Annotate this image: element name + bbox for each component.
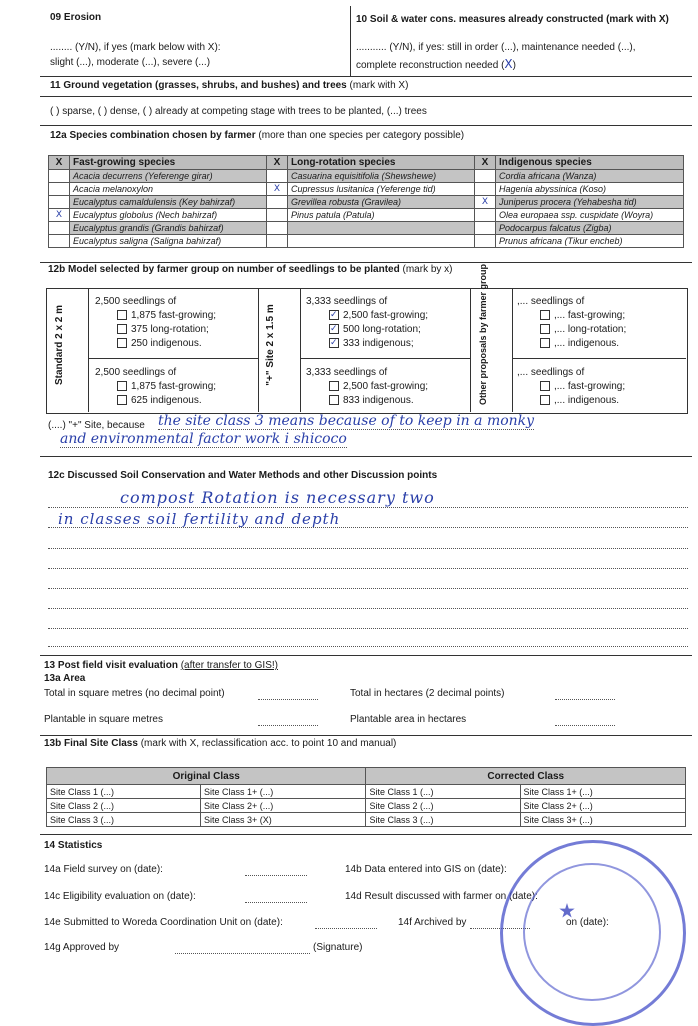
fast-header: Fast-growing species [70,156,267,170]
signature-field[interactable] [175,953,310,954]
species-mark[interactable] [267,222,288,235]
s13a-title: 13a Area [44,673,86,684]
site-class-cell[interactable]: Site Class 3 (...) [366,813,520,827]
species-mark[interactable] [475,170,496,183]
site-class-cell[interactable]: Site Class 2+ (...) [201,799,366,813]
species-mark[interactable] [267,235,288,248]
stat-label: 14f Archived by [398,917,467,928]
model-a-opt[interactable]: 375 long-rotation; [117,324,209,335]
because-handwriting[interactable]: and environmental factor work i shicoco [60,431,347,447]
s09-title: 09 Erosion [50,12,102,23]
species-fast: Eucalyptus grandis (Grandis bahirzaf) [70,222,267,235]
stat-field[interactable] [245,902,307,903]
model-e-title: ,... seedlings of [517,296,585,307]
site-class-cell[interactable]: Site Class 1+ (...) [520,785,685,799]
stat-field[interactable] [245,875,307,876]
s10-line1: ........... (Y/N), if yes: still in order (...), maintenance needed (...), [356,42,636,53]
species-row [49,196,684,209]
stat-label: 14b Data entered into GIS on (date): [345,864,507,875]
site-class-cell[interactable]: Site Class 3 (...) [47,813,201,827]
species-indig: Cordia africana (Wanza) [496,170,684,183]
site-class-cell[interactable]: Site Class 2 (...) [366,799,520,813]
model-d-title: 3,333 seedlings of [306,367,388,378]
area-field[interactable] [258,725,318,726]
species-row [49,170,684,183]
s09-line2: slight (...), moderate (...), severe (...) [50,57,211,68]
standard-label: Standard 2 x 2 m [54,304,65,386]
species-mark[interactable] [49,196,70,209]
species-mark[interactable] [49,170,70,183]
stat-label: 14g Approved by [44,942,120,953]
discussion-handwriting[interactable]: compost Rotation is necessary two [120,488,435,507]
area-label: Total in square metres (no decimal point) [44,688,225,699]
model-c-title: 3,333 seedlings of [306,296,388,307]
species-mark[interactable]: X [49,209,70,222]
site-class-cell[interactable]: Site Class 1+ (...) [201,785,366,799]
table-row [47,813,686,827]
species-mark[interactable]: X [475,196,496,209]
species-fast: Acacia decurrens (Yeferenge girar) [70,170,267,183]
s13-title: 13 Post field visit evaluation (after transfer to GIS!) [44,660,278,671]
x-header: X [267,156,288,170]
area-label: Plantable area in hectares [350,714,467,725]
s11-title: 11 Ground vegetation (grasses, shrubs, and bushes) and trees (mark with X) [50,80,409,91]
site-class-cell[interactable]: Site Class 1 (...) [366,785,520,799]
because-handwriting[interactable]: the site class 3 means because of to keep in a monky [158,413,535,429]
area-field[interactable] [555,699,615,700]
s10-title: 10 Soil & water cons. measures already constructed (mark with X) [356,14,669,25]
species-row [49,183,684,196]
species-long: Grevillea robusta (Gravilea) [288,196,475,209]
species-indig: Prunus africana (Tikur encheb) [496,235,684,248]
stat-label: (Signature) [313,942,363,953]
site-class-cell[interactable]: Site Class 2+ (...) [520,799,685,813]
species-mark[interactable] [49,222,70,235]
stat-label: on (date): [566,917,609,928]
species-table [48,155,684,248]
stat-field[interactable] [315,928,377,929]
site-label: "+" Site 2 x 1.5 m [265,304,276,386]
species-mark[interactable]: X [267,183,288,196]
species-mark[interactable] [267,209,288,222]
area-label: Total in hectares (2 decimal points) [350,688,505,699]
x-header: X [475,156,496,170]
species-fast: Eucalyptus globolus (Nech bahirzaf) [70,209,267,222]
model-a-opt[interactable]: 250 indigenous. [117,338,202,349]
species-fast: Acacia melanoxylon [70,183,267,196]
species-mark[interactable] [267,196,288,209]
species-indig: Hagenia abyssinica (Koso) [496,183,684,196]
species-mark[interactable] [475,235,496,248]
table-row [47,785,686,799]
corrected-class-header: Corrected Class [366,768,686,785]
species-row [49,235,684,248]
x-header: X [49,156,70,170]
other-label: Other proposals by farmer group [478,263,488,405]
table-row [47,799,686,813]
site-because-label: (....) "+" Site, because [48,420,145,431]
species-mark[interactable] [475,209,496,222]
area-label: Plantable in square metres [44,714,163,725]
stat-label: 14d Result discussed with farmer on (date): [345,891,538,902]
site-class-cell[interactable]: Site Class 3+ (...) [520,813,685,827]
species-indig: Juniperus procera (Yehabesha tid) [496,196,684,209]
species-mark[interactable] [49,183,70,196]
species-row [49,209,684,222]
model-f-title: ,... seedlings of [517,367,585,378]
model-e-opt[interactable]: ,... long-rotation; [540,324,626,335]
species-mark[interactable] [475,222,496,235]
species-mark[interactable] [267,170,288,183]
stat-label: 14c Eligibility evaluation on (date): [44,891,196,902]
model-c-opt[interactable]: ✓ 333 indigenous; [330,338,414,349]
model-a-opt[interactable]: 1,875 fast-growing; [117,310,216,321]
model-e-opt[interactable]: ,... indigenous. [540,338,619,349]
species-fast: Eucalyptus camaldulensis (Key bahirzaf) [70,196,267,209]
site-class-cell[interactable]: Site Class 3+ (X) [201,813,366,827]
original-class-header: Original Class [47,768,366,785]
stat-label: 14a Field survey on (date): [44,864,163,875]
model-c-opt[interactable]: ✓ 500 long-rotation; [330,324,421,335]
model-c-opt[interactable]: ✓ 2,500 fast-growing; [330,310,429,321]
species-long: Casuarina equisitifolia (Shewshewe) [288,170,475,183]
s12c-title: 12c Discussed Soil Conservation and Water Methods and other Discussion points [48,470,438,481]
area-field[interactable] [555,725,615,726]
s14-title: 14 Statistics [44,840,103,851]
s11-line: ( ) sparse, ( ) dense, ( ) already at competing stage with trees to be planted, (...) trees [50,106,427,117]
site-class-cell[interactable]: Site Class 2 (...) [47,799,201,813]
model-b-opt[interactable]: 625 indigenous. [117,395,202,406]
long-header: Long-rotation species [288,156,475,170]
model-b-opt[interactable]: 1,875 fast-growing; [117,381,216,392]
model-d-opt[interactable]: 833 indigenous. [329,395,414,406]
site-class-cell[interactable]: Site Class 1 (...) [47,785,201,799]
species-indig: Olea europaea ssp. cuspidate (Woyra) [496,209,684,222]
s12a-title: 12a Species combination chosen by farmer (more than one species per category possible) [50,130,465,141]
site-class-table [46,767,686,827]
area-field[interactable] [258,699,318,700]
species-mark[interactable] [49,235,70,248]
species-long [288,222,475,235]
indig-header: Indigenous species [496,156,684,170]
s10-line2: complete reconstruction needed (X) [356,57,516,71]
model-f-opt[interactable]: ,... fast-growing; [540,381,625,392]
s13b-title: 13b Final Site Class (mark with X, reclassification acc. to point 10 and manual) [44,738,397,749]
species-row [49,222,684,235]
s12b-title: 12b Model selected by farmer group on number of seedlings to be planted (mark by x) [48,264,453,275]
discussion-handwriting[interactable]: in classes soil fertility and depth [58,510,341,528]
model-a-title: 2,500 seedlings of [95,296,177,307]
model-d-opt[interactable]: 2,500 fast-growing; [329,381,428,392]
species-fast: Eucalyptus saligna (Saligna bahirzaf) [70,235,267,248]
official-stamp [500,840,686,1026]
species-long: Pinus patula (Patula) [288,209,475,222]
species-indig: Podocarpus falcatus (Zigba) [496,222,684,235]
model-b-title: 2,500 seedlings of [95,367,177,378]
stat-label: 14e Submitted to Woreda Coordination Unit on (date): [44,917,283,928]
model-e-opt[interactable]: ,... fast-growing; [540,310,625,321]
species-long [288,235,475,248]
species-mark[interactable] [475,183,496,196]
model-f-opt[interactable]: ,... indigenous. [540,395,619,406]
species-long: Cupressus lusitanica (Yeferenge tid) [288,183,475,196]
s09-line1: ........ (Y/N), if yes (mark below with X): [50,42,221,53]
